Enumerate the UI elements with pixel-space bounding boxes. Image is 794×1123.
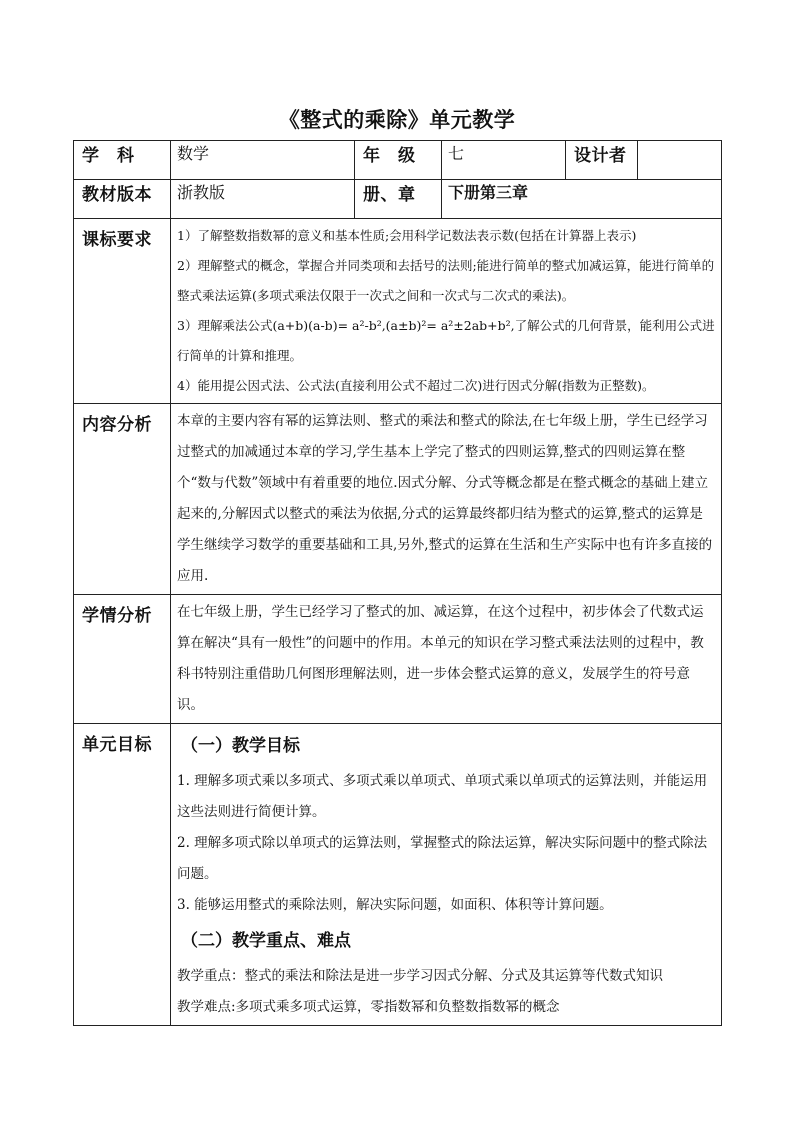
- curriculum-item: 4）能用提公因式法、公式法(直接利用公式不超过二次)进行因式分解(指数为正整数)。: [177, 378, 655, 393]
- goal-item: 2. 理解多项式除以单项式的运算法则，掌握整式的除法运算，解决实际问题中的整式除法问题。: [177, 835, 708, 882]
- curriculum-item: 2）理解整式的概念，掌握合并同类项和去括号的法则;能进行简单的整式加减运算，能进行简单的整式乘法运算(多项式乘法仅限于一次式之间和一次式与二次式的乘法)。: [177, 258, 715, 303]
- curriculum-content: [171, 219, 722, 404]
- goal-item: 3. 能够运用整式的乘除法则，解决实际问题，如面积、体积等计算问题。: [177, 897, 613, 913]
- content-analysis-label: 内容分析: [74, 404, 171, 595]
- subject-value: 数学: [171, 141, 355, 180]
- content-analysis-text: 本章的主要内容有幂的运算法则、整式的乘法和整式的除法,在七年级上册，学生已经学习过整式的加减通过本章的学习,学生基本上学完了整式的四则运算,整式的四则运算在整个“数与代数”领域中有着重要的地位.因式分解、分式等概念都是在整式概念的基础上建立起来的,分解因式以整式的乘法为依据,分式的运算最终都归结为整式的运算,整式的运算是学生继续学习数学的重要基础和工具,另外,整式的运算在生活和生产实际中也有许多直接的应用.: [177, 413, 713, 584]
- grade-value: 七: [442, 141, 566, 180]
- edition-value: 浙教版: [171, 180, 355, 219]
- page-title: 《整式的乘除》单元教学: [278, 107, 516, 132]
- unit-goals-content: [171, 724, 722, 1026]
- student-analysis-row: [74, 595, 722, 724]
- unit-goals-label: 单元目标: [74, 724, 171, 1026]
- edition-label: 教材版本: [74, 180, 171, 219]
- unit-teaching-table: [73, 140, 722, 1026]
- subject-label: 学 科: [74, 141, 171, 180]
- difficulty-text: 教学难点:多项式乘多项式运算，零指数幂和负整数指数幂的概念: [177, 999, 560, 1015]
- designer-label: 设计者: [566, 141, 638, 180]
- grade-label: 年 级: [355, 141, 442, 180]
- key-difficulty-heading: （二）教学重点、难点: [181, 931, 351, 951]
- student-analysis-text-cell: [171, 595, 722, 724]
- chapter-value: 下册第三章: [442, 180, 722, 219]
- student-analysis-label: 学情分析: [74, 595, 171, 724]
- content-analysis-text-cell: [171, 404, 722, 595]
- student-analysis-text: 在七年级上册，学生已经学习了整式的加、减运算，在这个过程中，初步体会了代数式运算在解决“具有一般性”的问题中的作用。本单元的知识在学习整式乘法法则的过程中，教科书特别注重借助几何图形理解法则，进一步体会整式运算的意义，发展学生的符号意识。: [177, 604, 704, 713]
- goal-item: 1. 理解多项式乘以多项式、多项式乘以单项式、单项式乘以单项式的运算法则，并能运用这些法则进行简便计算。: [177, 773, 708, 820]
- designer-value: [638, 141, 722, 180]
- curriculum-item: 1）了解整数指数幂的意义和基本性质;会用科学记数法表示数(包括在计算器上表示): [177, 228, 637, 243]
- curriculum-label: 课标要求: [74, 219, 171, 404]
- content-analysis-row: [74, 404, 722, 595]
- unit-goals-row: [74, 724, 722, 1026]
- teaching-goals-heading: （一）教学目标: [181, 736, 300, 756]
- key-point-text: 教学重点：整式的乘法和除法是进一步学习因式分解、分式及其运算等代数式知识: [177, 968, 663, 984]
- chapter-label: 册、章: [355, 180, 442, 219]
- curriculum-item: 3）理解乘法公式(a+b)(a-b)= a²-b²,(a±b)²= a²±2ab+b²,了解公式的几何背景，能利用公式进行简单的计算和推理。: [177, 318, 715, 363]
- curriculum-row: [74, 219, 722, 404]
- edition-row: [74, 180, 722, 219]
- subject-row: [74, 141, 722, 180]
